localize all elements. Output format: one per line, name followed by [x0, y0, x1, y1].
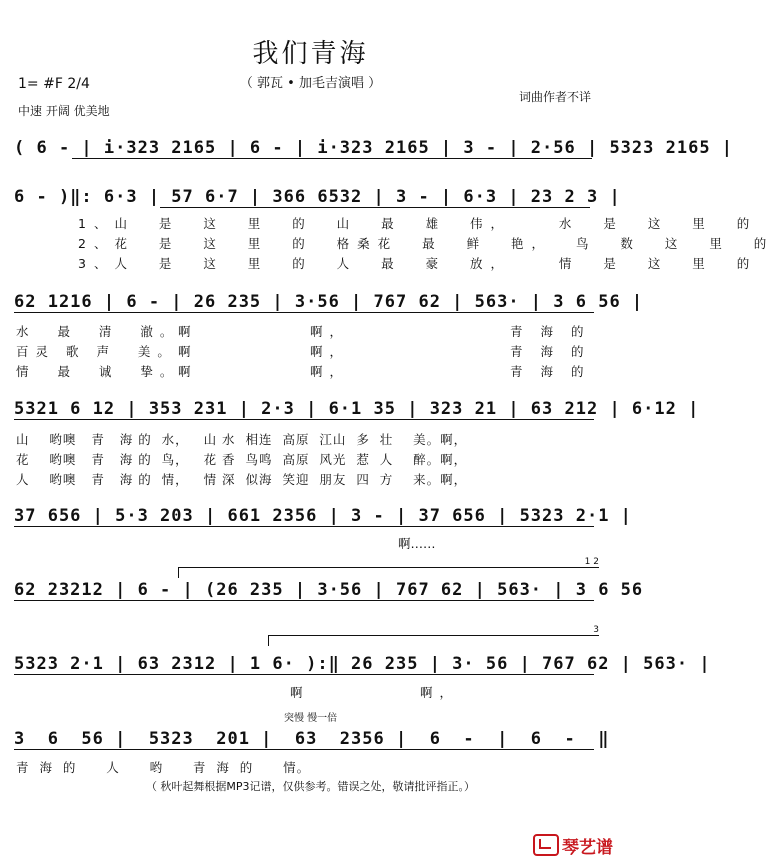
lyric-ah-5: 啊 [178, 364, 198, 379]
beam-line-8 [14, 749, 594, 750]
watermark-logo [533, 833, 613, 858]
lyrics-final-line: 青 海 的 人 哟 青 海 的 情。 [16, 760, 311, 775]
performer-subtitle: （ 郭瓦 • 加毛吉演唱 ） [239, 76, 382, 91]
music-line-3: 62 1216 | 6 - | 26 235 | 3·56 | 767 62 | 563· | 3 6 56 | [14, 292, 644, 312]
lyric-ah-ellipsis: 啊…… [398, 536, 436, 551]
lyrics-verse-2-row-2: 百灵 歌 声 美。 [16, 344, 177, 359]
lyric-qinghai-2: 青 海 的 [510, 344, 591, 359]
lyrics-verse-2-row-3: 花 哟噢 青 海 的 鸟， 花 香 鸟鸣 高原 风光 惹 人 醉。啊， [16, 452, 468, 467]
lyrics-verse-3-row-3: 人 哟噢 青 海 的 情， 情 深 似海 笑迎 朋友 四 方 来。啊， [16, 472, 468, 487]
music-line-5: 37 656 | 5·3 203 | 661 2356 | 3 - | 37 656 | 5323 2·1 | [14, 506, 632, 526]
transcription-footnote: （ 秋叶起舞根据MP3记谱，仅供参考。错误之处，敬请批评指正。） [145, 780, 476, 793]
lyrics-verse-1-row-3: 山 哟噢 青 海 的 水， 山 水 相连 高原 江山 多 壮 美。啊， [16, 432, 468, 447]
beam-line-4 [14, 419, 594, 420]
tempo-change-mark: 突慢 慢一倍 [284, 713, 338, 724]
lyric-ah-6: 啊， [310, 364, 350, 379]
lyrics-verse-3-row-1: 3、人 是 这 里 的 人 最 豪 放， 情 是 这 里 的 [78, 256, 758, 271]
watermark-text: 琴艺谱 [562, 838, 613, 858]
lyrics-verse-3-row-2: 情 最 诚 挚。 [16, 364, 180, 379]
beam-line-3 [14, 312, 594, 313]
volta-bracket-3 [268, 625, 599, 646]
lyric-ah-2: 啊， [310, 324, 350, 339]
music-line-1: ( 6 - | i·323 2165 | 6 - | i·323 2165 | 3 - | 2·56 | 5323 2165 | [14, 138, 734, 158]
music-line-8: 3 6 56 | 5323 201 | 63 2356 | 6 - | 6 - ‖ [14, 729, 610, 749]
lyric-ah-4: 啊， [310, 344, 350, 359]
beam-line-6 [14, 600, 594, 601]
music-line-4: 5321 6 12 | 353 231 | 2·3 | 6·1 35 | 323 21 | 63 212 | 6·12 | [14, 399, 700, 419]
tempo-marking: 中速 开阔 优美地 [18, 104, 110, 118]
lyrics-verse-1-row-2: 水 最 清 澈。 [16, 324, 180, 339]
beam-line-2 [160, 207, 590, 208]
lyric-ah-8: 啊， [420, 685, 460, 700]
lyric-qinghai-1: 青 海 的 [510, 324, 591, 339]
volta-bracket-1-2 [178, 557, 599, 578]
lyrics-verse-2-row-1: 2、花 是 这 里 的 格桑花 最 鲜 艳， 鸟 数 这 里 的 [78, 236, 774, 251]
volta-label-3: 3 [593, 625, 599, 635]
volta-label-1-2: 1 2 [584, 557, 599, 567]
beam-line-7 [14, 674, 594, 675]
lyric-qinghai-3: 青 海 的 [510, 364, 591, 379]
lyric-ah-1: 啊 [178, 324, 198, 339]
music-line-2: 6 - )‖: 6·3 | 57 6·7 | 366 6532 | 3 - | 6·3 | 23 2 3 | [14, 187, 621, 207]
lyrics-verse-1-row-1: 1、山 是 这 里 的 山 最 雄 伟， 水 是 这 里 的 [78, 216, 758, 231]
beam-line-1 [72, 158, 592, 159]
composer-credit: 词曲作者不详 [518, 90, 591, 104]
logo-icon [533, 834, 559, 856]
key-signature: 1= #F 2/4 [18, 76, 90, 92]
lyric-ah-7: 啊 [290, 685, 310, 700]
music-line-6: 62 23212 | 6 - | (26 235 | 3·56 | 767 62 | 563· | 3 6 56 [14, 580, 644, 600]
lyric-ah-3: 啊 [178, 344, 198, 359]
music-line-7: 5323 2·1 | 63 2312 | 1 6· ):‖ 26 235 | 3· 56 | 767 62 | 563· | [14, 654, 711, 674]
song-title: 我们青海 [252, 39, 369, 69]
beam-line-5 [14, 526, 594, 527]
